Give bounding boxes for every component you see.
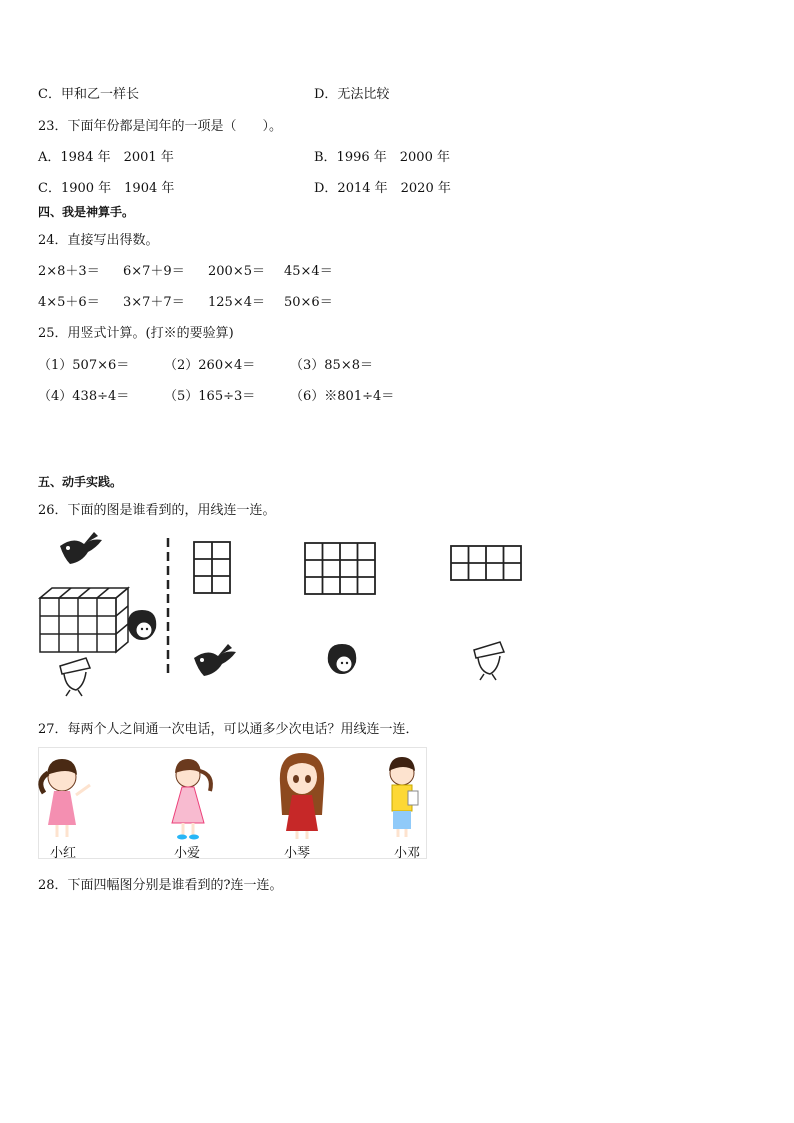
q25-stem: 25．用竖式计算。(打※的要验算) — [38, 326, 234, 341]
girl-face-icon — [328, 644, 356, 674]
q25-item: （2）260×4＝ — [164, 358, 256, 373]
section-5-title: 五、动手实践。 — [38, 475, 123, 489]
section-4-title: 四、我是神算手。 — [38, 205, 135, 219]
q25-item: （5）165÷3＝ — [164, 389, 256, 404]
q24-item: 3×7＋7＝ — [123, 295, 185, 310]
q27-figure — [38, 747, 428, 859]
bird-icon — [60, 532, 102, 564]
bird-icon — [194, 644, 236, 676]
q26-figure — [30, 530, 540, 700]
q24-item: 125×4＝ — [208, 295, 265, 310]
girl-face-icon — [128, 610, 156, 640]
q24-item: 6×7＋9＝ — [123, 264, 185, 279]
q24-item: 2×8＋3＝ — [38, 264, 100, 279]
q24-item: 45×4＝ — [284, 264, 333, 279]
q24-item: 50×6＝ — [284, 295, 333, 310]
q25-item: （4）438÷4＝ — [38, 389, 130, 404]
q23-stem: 23．下面年份都是闰年的一项是（ ）。 — [38, 119, 283, 134]
view-grid-2 — [305, 543, 375, 594]
child-name-label: 小爱 — [174, 846, 201, 861]
q23-option-d: D．2014 年 2020 年 — [314, 181, 451, 196]
q23-option-a: A．1984 年 2001 年 — [38, 150, 174, 165]
q25-item: （1）507×6＝ — [38, 358, 130, 373]
boy-with-cap-icon — [474, 642, 504, 680]
q24-item: 4×5＋6＝ — [38, 295, 100, 310]
q28-stem: 28．下面四幅图分别是谁看到的?连一连。 — [38, 878, 283, 893]
q25-item: （3）85×8＝ — [290, 358, 373, 373]
boy-with-cap-icon — [60, 658, 90, 696]
q22-option-c: C．甲和乙一样长 — [38, 87, 139, 102]
q27-stem: 27．每两个人之间通一次电话，可以通多少次电话？用线连一连． — [38, 722, 419, 737]
view-grid-1 — [194, 542, 230, 593]
q24-item: 200×5＝ — [208, 264, 265, 279]
q23-option-b: B．1996 年 2000 年 — [314, 150, 450, 165]
child-name-label: 小邓 — [394, 846, 421, 861]
q26-stem: 26．下面的图是谁看到的，用线连一连。 — [38, 503, 276, 518]
q23-option-c: C．1900 年 1904 年 — [38, 181, 175, 196]
cube-stack — [40, 588, 128, 652]
child-name-label: 小红 — [50, 846, 77, 861]
view-grid-3 — [451, 546, 521, 580]
q22-option-d: D．无法比较 — [314, 87, 390, 102]
child-name-label: 小琴 — [284, 846, 311, 861]
q24-stem: 24．直接写出得数。 — [38, 233, 159, 248]
q25-item: （6）※801÷4＝ — [290, 389, 395, 404]
